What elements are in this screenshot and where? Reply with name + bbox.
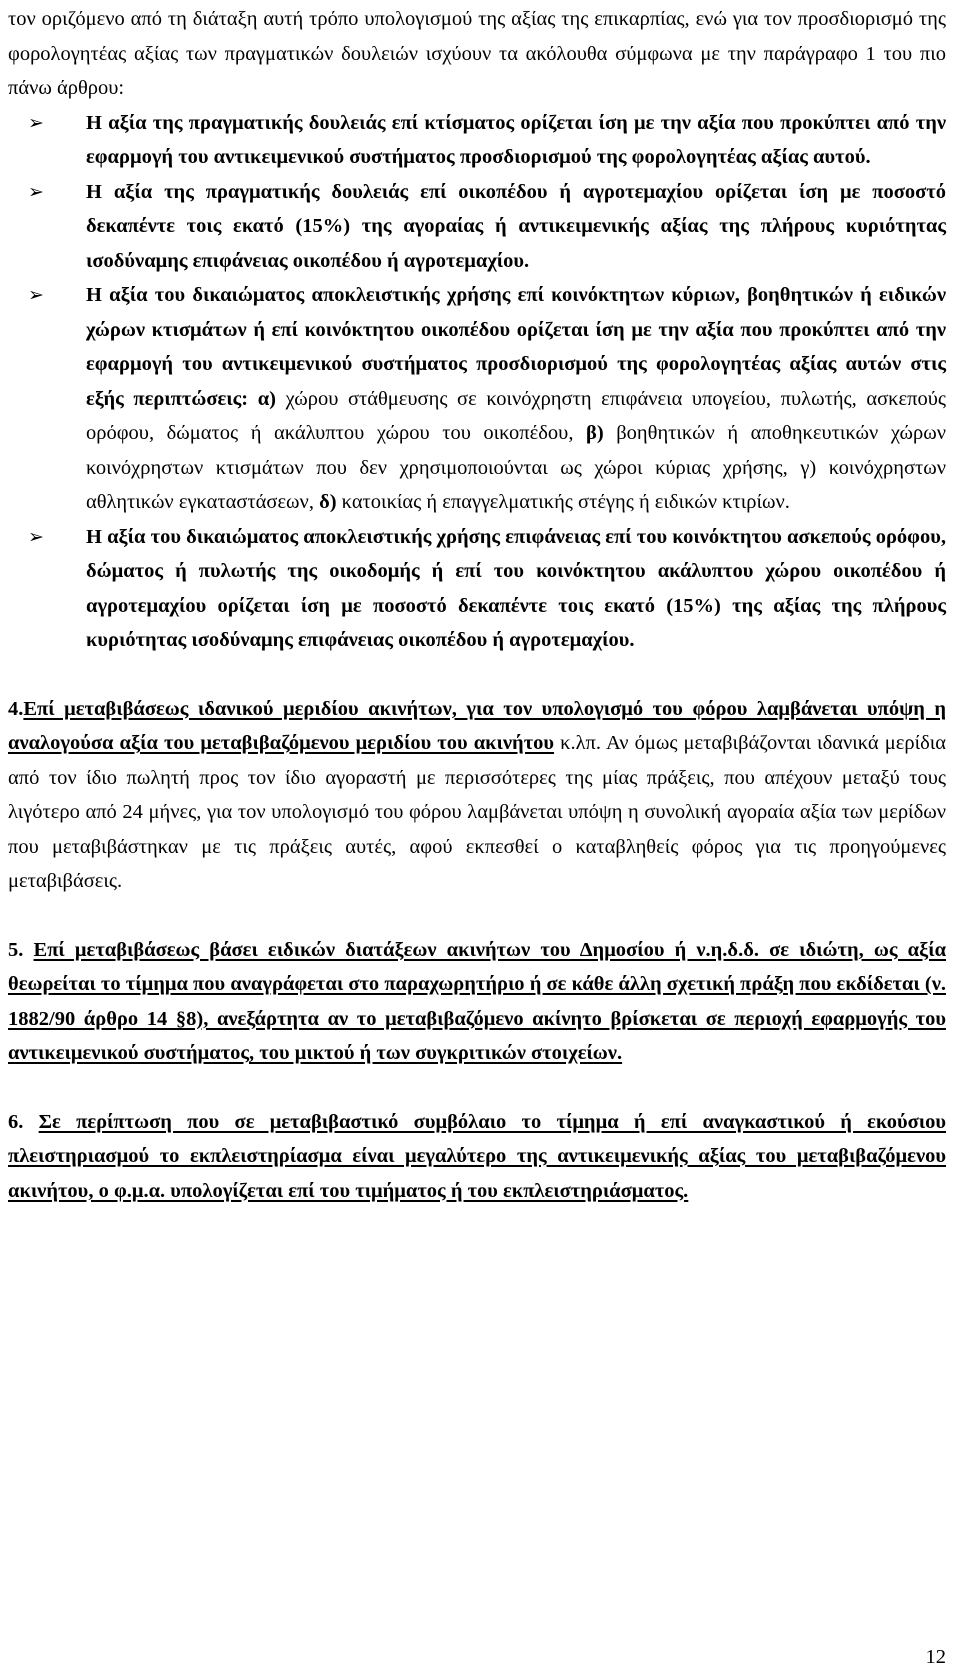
section-4-number: 4.: [8, 697, 24, 720]
section-4-paragraph: [8, 692, 946, 899]
section-6-paragraph: [8, 1105, 946, 1209]
bullet-item-3: [8, 278, 946, 520]
bullet-1-text: Η αξία της πραγματικής δουλειάς επί κτίσματος ορίζεται ίση με την αξία που προκύπτει από την εφαρμογή του αντικειμενικού συστήματος προσδιορισμού της φορολογητέας αξίας αυτού.: [86, 111, 946, 168]
section-5-paragraph: [8, 933, 946, 1071]
section-6-number: 6.: [8, 1110, 24, 1133]
case-text-c: κοινόχρηστων αθλητικών εγκαταστάσεων,: [86, 456, 947, 513]
section-5-number: 5.: [8, 938, 24, 961]
case-text-b: βοηθητικών ή αποθηκευτικών χώρων κοινόχρηστων κτισμάτων που δεν χρησιμοποιούνται ως χώροι κύριας χρήσης,: [86, 422, 946, 479]
section-6-underlined-text: Σε περίπτωση που σε μεταβιβαστικό συμβόλαιο το τίμημα ή επί αναγκαστικού ή εκούσιου πλειστηριασμού το εκπλειστηρίασμα είναι μεγαλύτερο της αντικειμενικής αξίας του μεταβιβαζόμενου ακινήτου, ο φ.μ.α. υπολογίζεται επί του τιμήματος ή του εκπλειστηριάσματος.: [8, 1110, 946, 1202]
arrowhead-bullet-icon: ➢: [28, 180, 44, 203]
case-label-c: γ): [800, 456, 817, 479]
arrowhead-bullet-icon: ➢: [28, 284, 44, 306]
document-page: [8, 2, 946, 1208]
section-4-text: κ.λπ. Αν όμως μεταβιβάζονται ιδανικά μερίδια από τον ίδιο πωλητή προς τον ίδιο αγοραστή με περισσότερες της μίας πράξεις, που απέχουν μεταξύ τους λιγότερο από 24 μήνες, για τον υπολογισμό του φόρου λαμβάνεται υπόψη η συνολική αγοραία αξία των μερίδων που μεταβιβάστηκαν με τις πράξεις αυτές, αφού εκπεσθεί ο καταβληθείς φόρος για τις προηγούμενες μεταβιβάσεις.: [8, 732, 946, 892]
section-4-underlined-text: Επί μεταβιβάσεως ιδανικού μεριδίου ακινήτων, για τον υπολογισμό του φόρου λαμβάνεται υπόψη η αναλογούσα αξία του μεταβιβαζόμενου μεριδίου του ακινήτου: [8, 697, 946, 754]
case-label-d: δ): [319, 491, 337, 513]
case-text-d: κατοικίας ή επαγγελματικής στέγης ή ειδικών κτιρίων.: [341, 491, 790, 513]
arrowhead-bullet-icon: ➢: [28, 111, 44, 134]
bullet-item-2: [8, 175, 946, 279]
bullet-4-text: Η αξία του δικαιώματος αποκλειστικής χρήσης επιφάνειας επί του κοινόκτητου ασκεπούς ορόφου, δώματος ή πυλωτής της οικοδομής ή επί του κοινόκτητου ακάλυπτου χώρου οικοπέδου ή αγροτεμαχίου ορίζεται ίση με ποσοστό δεκαπέντε τοις εκατό (15%) της αξίας της πλήρους κυριότητας ισοδύναμης επιφάνειας οικοπέδου ή αγροτεμαχίου.: [86, 525, 946, 651]
arrowhead-bullet-icon: ➢: [28, 525, 44, 548]
bullet-3-bold-text: Η αξία του δικαιώματος αποκλειστικής χρήσης επί κοινόκτητων κύριων, βοηθητικών ή ειδικών χώρων κτισμάτων ή επί κοινόκτητου οικοπέδου ορίζεται ίση με την αξία που προκύπτει από την εφαρμογή του αντικειμενικού συστήματος προσδιορισμού της φορολογητέας αξίας αυτών στις εξής περιπτώσεις:: [86, 284, 946, 410]
bullet-item-4: [8, 520, 946, 658]
case-label-b: β): [586, 422, 604, 444]
case-label-a: α): [257, 387, 276, 410]
page-number: 12: [925, 1646, 946, 1668]
bullet-item-1: [8, 106, 946, 175]
bullet-2-text: Η αξία της πραγματικής δουλειάς επί οικοπέδου ή αγροτεμαχίου ορίζεται ίση με ποσοστό δεκαπέντε τοις εκατό (15%) της αγοραίας ή αντικειμενικής αξίας της πλήρους κυριότητας ισοδύναμης επιφάνειας οικοπέδου ή αγροτεμαχίου.: [86, 180, 946, 272]
intro-paragraph: τον οριζόμενο από τη διάταξη αυτή τρόπο υπολογισμού της αξίας της επικαρπίας, ενώ για τον προσδιορισμό της φορολογητέας αξίας των πραγματικών δουλειών ισχύουν τα ακόλουθα σύμφωνα με την παράγραφο 1 του πιο πάνω άρθρου:: [8, 8, 946, 99]
section-5-underlined-text: Επί μεταβιβάσεως βάσει ειδικών διατάξεων ακινήτων του Δημοσίου ή ν.η.δ.δ. σε ιδιώτη, ως αξία θεωρείται το τίμημα που αναγράφεται στο παραχωρητήριο ή σε κάθε άλλη σχετική πράξη που εκδίδεται (ν. 1882/90 άρθρο 14 §8), ανεξάρτητα αν το μεταβιβαζόμενο ακίνητο βρίσκεται σε περιοχή εφαρμογής του αντικειμενικού συστήματος, του μικτού ή των συγκριτικών στοιχείων.: [8, 938, 947, 1064]
case-text-a: χώρου στάθμευσης σε κοινόχρηστη επιφάνεια υπογείου, πυλωτής, ασκεπούς ορόφου, δώματος ή ακάλυπτου χώρου του οικοπέδου,: [86, 387, 946, 444]
